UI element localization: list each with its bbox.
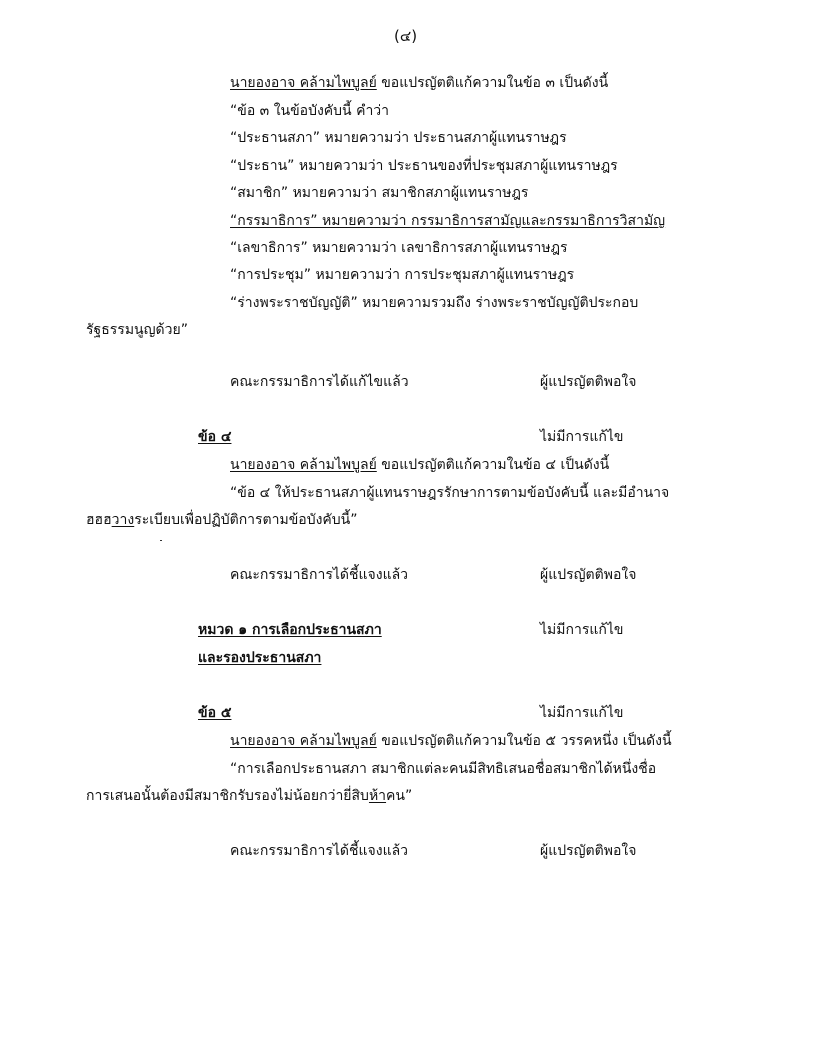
s3-line-4: “กรรมาธิการ” หมายความว่า กรรมาธิการสามัญและกรรมาธิการวิสามัญ (230, 213, 666, 229)
s5-line-2-rest: คน” (386, 788, 413, 804)
chapter1-title-line1: หมวด ๑ การเลือกประธานสภา (198, 622, 382, 638)
s5-result: ผู้แปรญัตติพอใจ (540, 843, 637, 859)
s4-proposer-text: ขอแปรญัตติแก้ความในข้อ ๔ เป็นดังนี้ (381, 457, 610, 473)
s5-heading: ข้อ ๕ (198, 705, 232, 721)
s4-result: ผู้แปรญัตติพอใจ (540, 567, 637, 583)
s3-committee: คณะกรรมาธิการได้แก้ไขแล้ว (230, 374, 409, 390)
s5-line-2-underlined: ห้า (368, 788, 387, 804)
speck (160, 540, 162, 541)
s3-proposer-name: นายองอาจ คล้ามไพบูลย์ (230, 75, 377, 91)
s3-line-3: “สมาชิก” หมายความว่า สมาชิกสภาผู้แทนราษฎร (230, 185, 529, 201)
s4-line-1: “ข้อ ๔ ให้ประธานสภาผู้แทนราษฎรรักษาการตามข้อบังคับนี้ และมีอำนาจ (230, 485, 670, 501)
chapter1-status: ไม่มีการแก้ไข (540, 622, 624, 638)
s4-proposer-line (230, 456, 609, 474)
s4-heading: ข้อ ๔ (198, 429, 232, 445)
s5-line-2-prefix: การเสนอนั้นต้องมีสมาชิกรับรองไม่น้อยกว่ายี่สิบ (86, 788, 369, 804)
s5-line-1: “การเลือกประธานสภา สมาชิกแต่ละคนมีสิทธิเสนอชื่อสมาชิกได้หนึ่งชื่อ (230, 761, 657, 777)
s5-proposer-name: นายองอาจ คล้ามไพบูลย์ (230, 733, 377, 749)
chapter1-title-line2: และรองประธานสภา (198, 650, 322, 666)
s4-line-2-prefix: ฮฮฮ (86, 512, 112, 528)
s5-status: ไม่มีการแก้ไข (540, 705, 624, 721)
s4-line-2-underlined: วาง (111, 512, 135, 528)
s4-line-2 (86, 511, 358, 529)
s4-committee: คณะกรรมาธิการได้ชี้แจงแล้ว (230, 567, 409, 583)
s3-proposer-line (230, 74, 608, 92)
s5-line-2 (86, 787, 412, 805)
s3-line-2: “ประธาน” หมายความว่า ประธานของที่ประชุมสภาผู้แทนราษฎร (230, 158, 618, 174)
s3-line-0: “ข้อ ๓ ในข้อบังคับนี้ คำว่า (230, 103, 390, 119)
s3-line-1: “ประธานสภา” หมายความว่า ประธานสภาผู้แทนราษฎร (230, 130, 567, 146)
page-number: (๔) (394, 27, 418, 45)
s5-proposer-line (230, 732, 672, 750)
s3-line-5: “เลขาธิการ” หมายความว่า เลขาธิการสภาผู้แทนราษฎร (230, 240, 568, 256)
s5-proposer-text: ขอแปรญัตติแก้ความในข้อ ๕ วรรคหนึ่ง เป็นดังนี้ (381, 733, 672, 749)
s3-result: ผู้แปรญัตติพอใจ (540, 374, 637, 390)
s3-line-6: “การประชุม” หมายความว่า การประชุมสภาผู้แทนราษฎร (230, 267, 575, 283)
s3-proposer-text: ขอแปรญัตติแก้ความในข้อ ๓ เป็นดังนี้ (381, 75, 609, 91)
s3-line-8: รัฐธรรมนูญด้วย” (86, 322, 188, 338)
s5-committee: คณะกรรมาธิการได้ชี้แจงแล้ว (230, 843, 409, 859)
s4-status: ไม่มีการแก้ไข (540, 429, 624, 445)
s4-proposer-name: นายองอาจ คล้ามไพบูลย์ (230, 457, 377, 473)
s3-line-7: “ร่างพระราชบัญญัติ” หมายความรวมถึง ร่างพระราชบัญญัติประกอบ (230, 295, 639, 311)
s4-line-2-rest: ระเบียบเพื่อปฏิบัติการตามข้อบังคับนี้” (134, 512, 358, 528)
